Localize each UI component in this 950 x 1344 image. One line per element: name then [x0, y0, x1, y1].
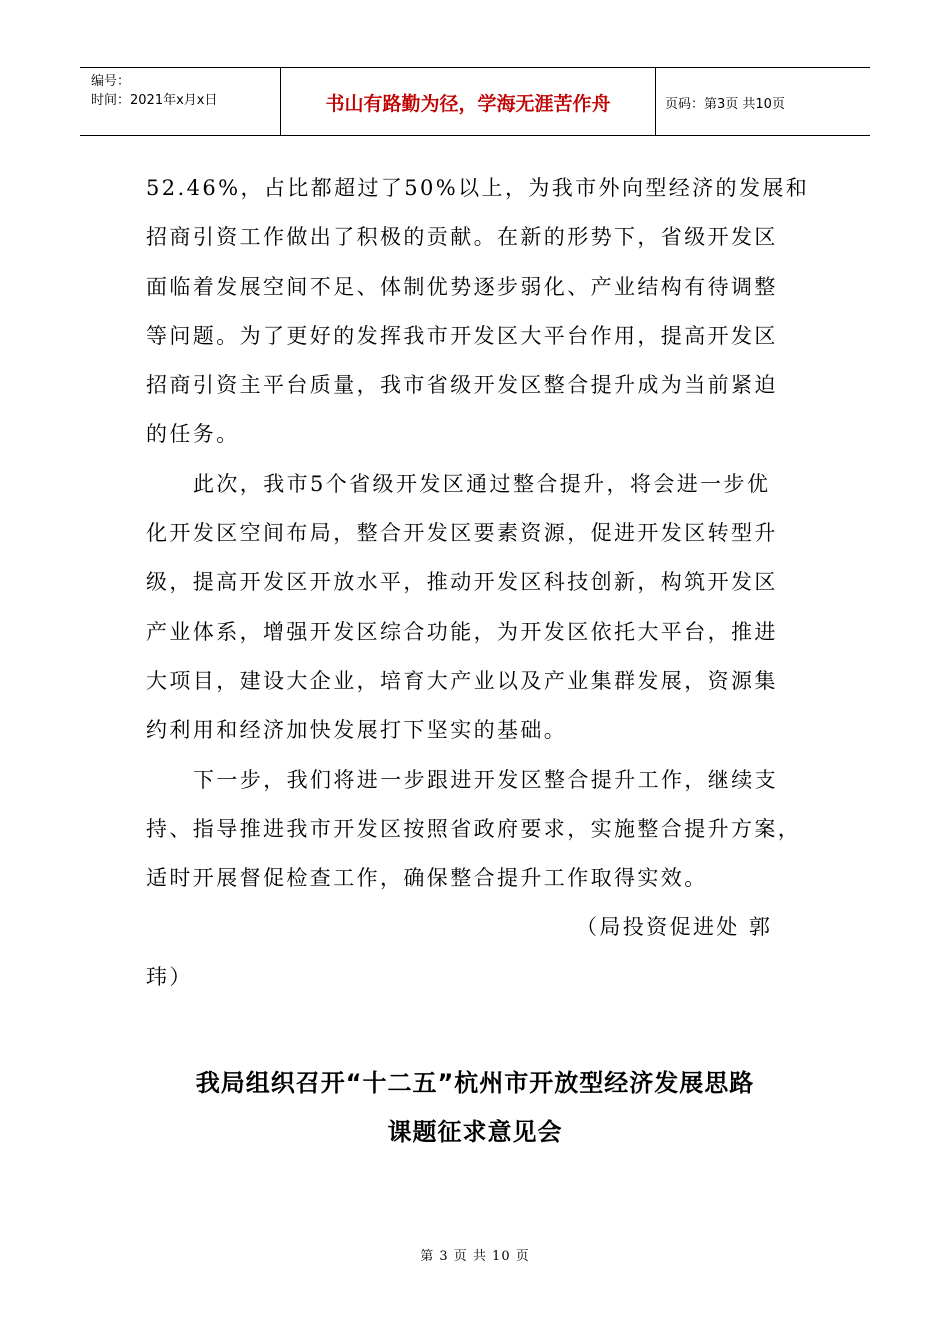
article-title: 课题征求意见会 — [387, 1118, 563, 1146]
time-label: 时间：2021年x月x日 — [91, 93, 218, 108]
body-text — [146, 164, 810, 1002]
body-line: 约利用和经济加快发展打下坚实的基础。 — [146, 718, 568, 743]
header-motto: 书山有路勤为径，学海无涯苦作舟 — [281, 68, 656, 135]
body-line: 持、指导推进我市开发区按照省政府要求，实施整合提升方案， — [146, 816, 802, 841]
signature-line: 玮） — [146, 964, 193, 989]
body-line: 产业体系，增强开发区综合功能，为开发区依托大平台，推进 — [146, 619, 778, 644]
body-line: 的任务。 — [146, 422, 240, 447]
body-line: 面临着发展空间不足、体制优势逐步弱化、产业结构有待调整 — [146, 274, 778, 299]
body-line: 大项目，建设大企业，培育大产业以及产业集群发展，资源集 — [146, 668, 778, 693]
page-header — [80, 67, 870, 136]
body-line: 此次，我市5个省级开发区通过整合提升，将会进一步优 — [193, 471, 771, 496]
article-title: 我局组织召开“十二五”杭州市开放型经济发展思路 — [195, 1069, 755, 1097]
body-line: 适时开展督促检查工作，确保整合提升工作取得实效。 — [146, 866, 708, 891]
signature-line: （局投资促进处 郭 — [576, 915, 773, 940]
header-page-info: 页码：第3页 共10页 — [665, 97, 785, 112]
number-label: 编号： — [91, 74, 131, 89]
body-line: 招商引资工作做出了积极的贡献。在新的形势下，省级开发区 — [146, 225, 778, 250]
body-line: 52.46%，占比都超过了50%以上，为我市外向型经济的发展和 — [146, 176, 810, 200]
body-line: 招商引资主平台质量，我市省级开发区整合提升成为当前紧迫 — [146, 373, 778, 398]
header-meta — [80, 68, 281, 135]
body-line: 化开发区空间布局，整合开发区要素资源，促进开发区转型升 — [146, 521, 778, 546]
body-line: 下一步，我们将进一步跟进开发区整合提升工作，继续支 — [193, 767, 778, 792]
body-line: 等问题。为了更好的发挥我市开发区大平台作用，提高开发区 — [146, 323, 778, 348]
body-line: 级，提高开发区开放水平，推动开发区科技创新，构筑开发区 — [146, 570, 778, 595]
page-footer: 第 3 页 共 10 页 — [420, 1249, 530, 1264]
